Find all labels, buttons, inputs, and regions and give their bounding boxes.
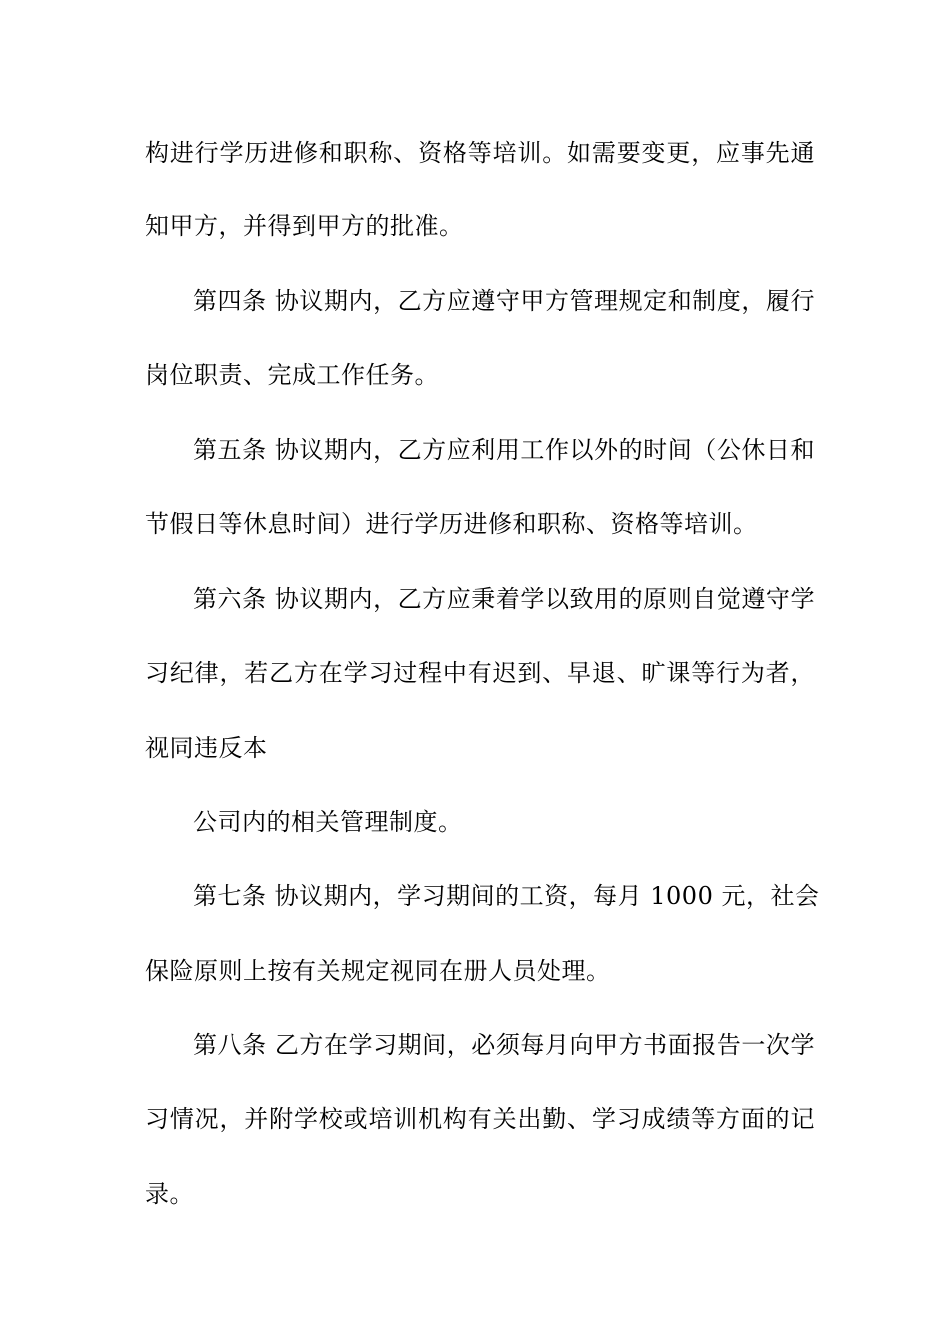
article-5-line-1: 第五条 协议期内，乙方应利用工作以外的时间（公休日和 bbox=[193, 436, 815, 464]
article-5-line-2: 节假日等休息时间）进行学历进修和职称、资格等培训。 bbox=[145, 510, 758, 538]
article-6-line-4: 公司内的相关管理制度。 bbox=[193, 808, 463, 836]
article-8-line-3: 录。 bbox=[145, 1180, 194, 1208]
article-7-line-1: 第七条 协议期内，学习期间的工资，每月 1000 元，社会 bbox=[193, 882, 820, 910]
article-7-line-2: 保险原则上按有关规定视同在册人员处理。 bbox=[145, 957, 611, 985]
article-4-line-1: 第四条 协议期内，乙方应遵守甲方管理规定和制度，履行 bbox=[193, 287, 815, 315]
article-4-line-2: 岗位职责、完成工作任务。 bbox=[145, 361, 439, 389]
text-line-2: 知甲方，并得到甲方的批准。 bbox=[145, 212, 464, 240]
article-6-line-1: 第六条 协议期内，乙方应秉着学以致用的原则自觉遵守学 bbox=[193, 585, 815, 613]
article-8-line-1: 第八条 乙方在学习期间，必须每月向甲方书面报告一次学 bbox=[193, 1031, 815, 1059]
article-8-line-2: 习情况，并附学校或培训机构有关出勤、学习成绩等方面的记 bbox=[145, 1105, 815, 1133]
article-6-line-2: 习纪律，若乙方在学习过程中有迟到、早退、旷课等行为者， bbox=[145, 659, 815, 687]
article-6-line-3: 视同违反本 bbox=[145, 734, 268, 762]
text-line-1: 构进行学历进修和职称、资格等培训。如需要变更，应事先通 bbox=[145, 139, 815, 167]
